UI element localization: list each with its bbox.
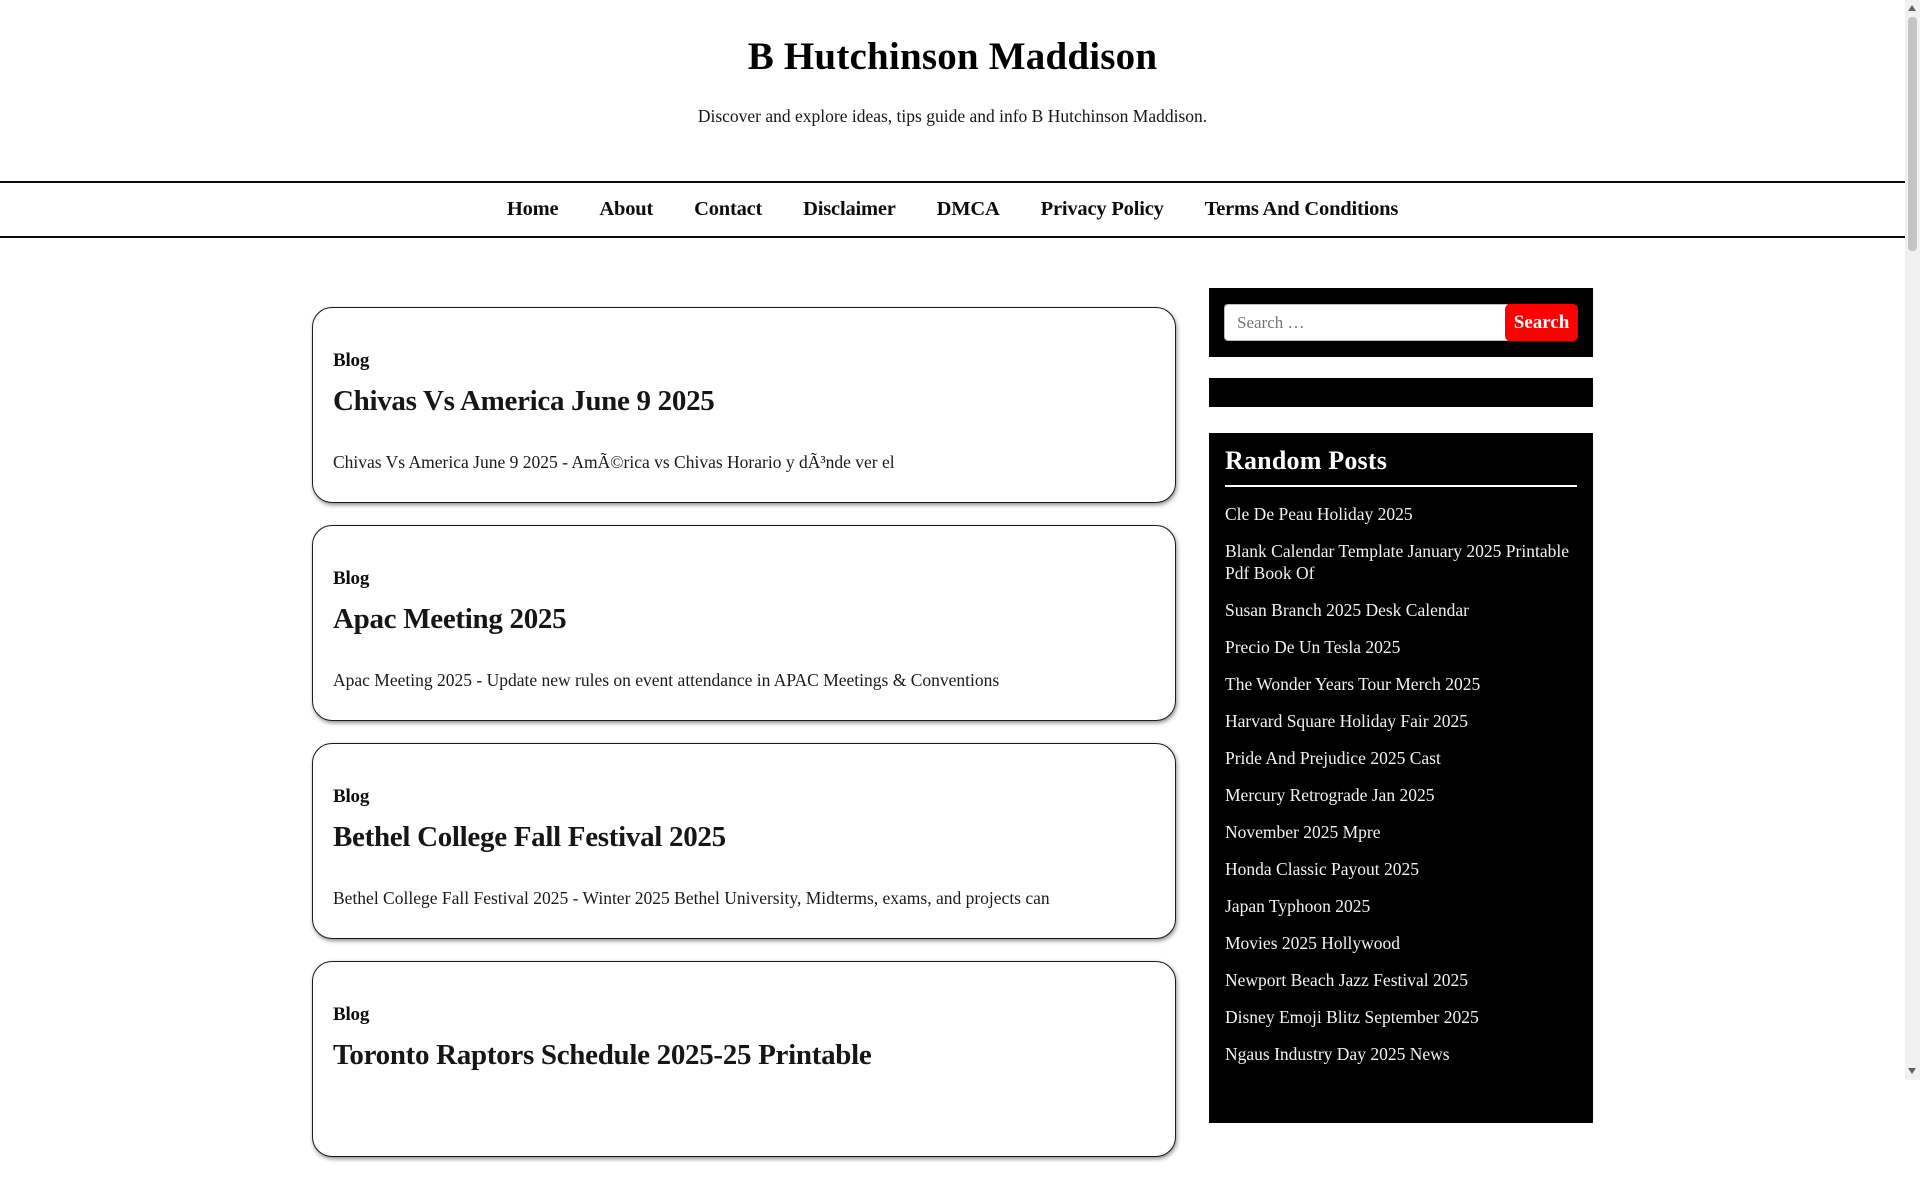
random-post-link[interactable]: Movies 2025 Hollywood bbox=[1225, 933, 1400, 953]
main-nav bbox=[0, 181, 1905, 238]
nav-item-about[interactable]: About bbox=[599, 198, 654, 220]
random-post-link[interactable]: November 2025 Mpre bbox=[1225, 822, 1381, 842]
post-card bbox=[312, 307, 1176, 503]
post-category-link[interactable]: Blog bbox=[333, 1004, 370, 1025]
nav-item-terms-and-conditions[interactable]: Terms And Conditions bbox=[1204, 198, 1399, 220]
post-category-link[interactable]: Blog bbox=[333, 350, 370, 371]
random-post-link[interactable]: Precio De Un Tesla 2025 bbox=[1225, 637, 1401, 657]
search-widget bbox=[1209, 288, 1593, 357]
site-title[interactable]: B Hutchinson Maddison bbox=[747, 35, 1158, 78]
post-category-link[interactable]: Blog bbox=[333, 568, 370, 589]
random-post-link[interactable]: Blank Calendar Template January 2025 Printable Pdf Book Of bbox=[1225, 541, 1569, 583]
post-title-link[interactable]: Bethel College Fall Festival 2025 bbox=[333, 821, 726, 853]
post-card bbox=[312, 743, 1176, 939]
random-post-link[interactable]: Harvard Square Holiday Fair 2025 bbox=[1225, 711, 1468, 731]
random-post-link[interactable]: The Wonder Years Tour Merch 2025 bbox=[1225, 674, 1481, 694]
post-title-link[interactable]: Apac Meeting 2025 bbox=[333, 603, 567, 635]
nav-item-contact[interactable]: Contact bbox=[694, 198, 763, 220]
scrollbar-thumb[interactable] bbox=[1908, 17, 1917, 251]
scroll-up-arrow-icon[interactable] bbox=[1908, 5, 1916, 11]
post-list bbox=[312, 307, 1176, 1179]
random-post-link[interactable]: Ngaus Industry Day 2025 News bbox=[1225, 1044, 1450, 1064]
random-posts-title: Random Posts bbox=[1225, 446, 1577, 487]
search-button[interactable]: Search bbox=[1505, 304, 1578, 341]
nav-item-disclaimer[interactable]: Disclaimer bbox=[803, 198, 896, 220]
scroll-down-arrow-icon[interactable] bbox=[1908, 1068, 1916, 1074]
nav-item-dmca[interactable]: DMCA bbox=[936, 198, 1000, 220]
random-post-link[interactable]: Honda Classic Payout 2025 bbox=[1225, 859, 1419, 879]
scrollbar[interactable] bbox=[1905, 0, 1920, 1080]
post-card bbox=[312, 961, 1176, 1157]
post-card bbox=[312, 525, 1176, 721]
post-title-link[interactable]: Toronto Raptors Schedule 2025-25 Printable bbox=[333, 1039, 872, 1071]
nav-item-privacy-policy[interactable]: Privacy Policy bbox=[1040, 198, 1164, 220]
post-excerpt: Bethel College Fall Festival 2025 - Winter 2025 Bethel University, Midterms, exams, and projects can bbox=[333, 888, 1050, 908]
site-tagline: Discover and explore ideas, tips guide and info B Hutchinson Maddison. bbox=[697, 106, 1208, 126]
sidebar bbox=[1209, 288, 1593, 1123]
post-excerpt: Apac Meeting 2025 - Update new rules on event attendance in APAC Meetings & Conventions bbox=[333, 670, 1000, 690]
random-post-link[interactable]: Japan Typhoon 2025 bbox=[1225, 896, 1371, 916]
random-post-link[interactable]: Newport Beach Jazz Festival 2025 bbox=[1225, 970, 1468, 990]
search-input[interactable] bbox=[1224, 304, 1508, 341]
nav-item-home[interactable]: Home bbox=[506, 198, 559, 220]
post-excerpt: Chivas Vs America June 9 2025 - AmÃ©rica vs Chivas Horario y dÃ³nde ver el bbox=[333, 452, 895, 472]
site-header bbox=[0, 0, 1905, 127]
empty-widget-bar bbox=[1209, 378, 1593, 407]
random-post-link[interactable]: Disney Emoji Blitz September 2025 bbox=[1225, 1007, 1479, 1027]
random-post-link[interactable]: Pride And Prejudice 2025 Cast bbox=[1225, 748, 1441, 768]
random-posts-list bbox=[1225, 503, 1577, 1065]
post-category-link[interactable]: Blog bbox=[333, 786, 370, 807]
post-title-link[interactable]: Chivas Vs America June 9 2025 bbox=[333, 385, 715, 417]
random-post-link[interactable]: Mercury Retrograde Jan 2025 bbox=[1225, 785, 1435, 805]
random-post-link[interactable]: Cle De Peau Holiday 2025 bbox=[1225, 504, 1413, 524]
random-post-link[interactable]: Susan Branch 2025 Desk Calendar bbox=[1225, 600, 1469, 620]
random-posts-widget bbox=[1209, 433, 1593, 1123]
